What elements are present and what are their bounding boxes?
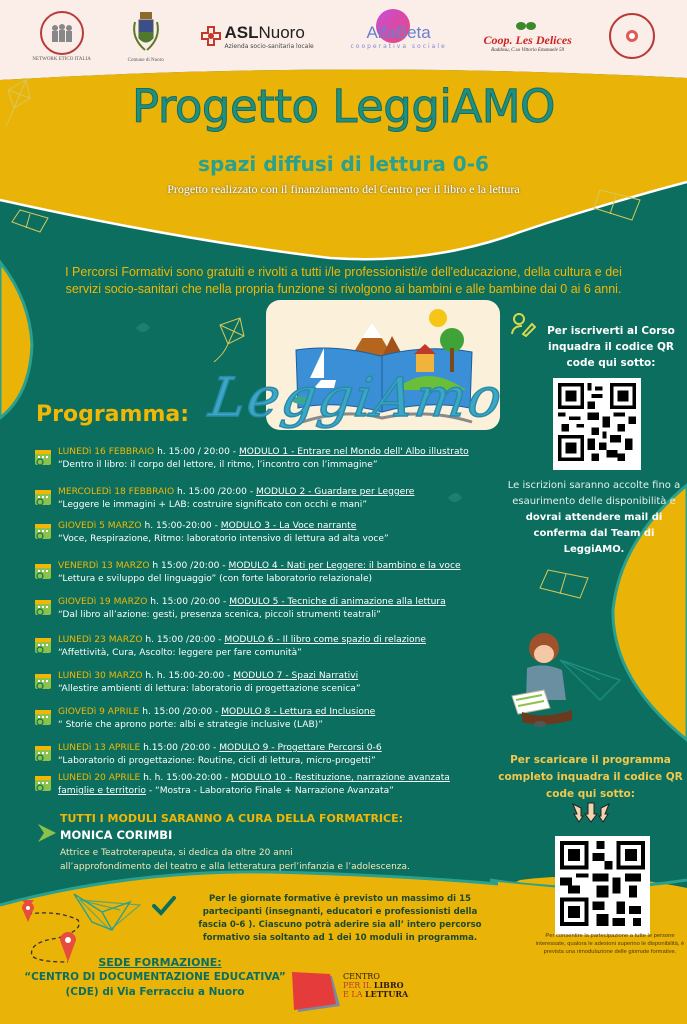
cepell-logo-text: CENTRO PER IL LIBRO E LA LETTURA — [343, 972, 409, 999]
calendar-icon — [34, 773, 52, 793]
program-download-qr-code[interactable] — [555, 836, 650, 935]
program-item-5: GIOVEDì 19 MARZO h. 15:00 /20:00 - MODULO 5 - Tecniche di animazione alla lettura “Dal libro all’azione: gesti, presenza scenica, piccoli strumenti teatrali” — [34, 596, 446, 621]
calendar-icon — [34, 707, 52, 727]
leaf-icon — [513, 19, 543, 33]
tutor-description: Attrice e Teatroterapeuta, si dedica da oltre 20 anni all’approfondimento del teatro e alla letteratura perl’infanzia e l’adolescenza. — [60, 848, 410, 872]
registration-instructions: Per iscriverti al Corso inquadra il codice QR code qui sotto: — [547, 325, 675, 369]
leggiamo-script-logo: LeggiAmo — [205, 366, 508, 429]
calendar-icon — [34, 635, 52, 655]
logo-comune-nuoro: Comune di Nuoro — [128, 10, 164, 63]
program-item-1: LUNEDì 16 FEBBRAIO h. 15:00 / 20:00 - MODULO 1 - Entrare nel Mondo dell' Albo illustrato “Dentro il libro: il corpo del lettore, il ritmo, l’incontro con l’immagine” — [34, 446, 469, 471]
calendar-icon — [34, 447, 52, 467]
topolino-emblem — [609, 13, 655, 59]
program-item-2: MERCOLEDì 18 FEBBRAIO h. 15:00 /20:00 - MODULO 2 - Guardare per Leggere “Leggere le immagini + LAB: costruire significato con occhi e mani” — [34, 486, 414, 511]
crest-icon — [129, 10, 163, 56]
calendar-icon — [34, 521, 52, 541]
intro-text: I Percorsi Formativi sono gratuiti e rivolti a tutti i/le professionisti/e dell'educazione, della cultura e dei servizi socio-sanitari che nella propria funzione si rivolgono ai bambini e alle bambine dai 0 ai 6 anni. — [65, 265, 622, 296]
program-item-3: GIOVEDì 5 MARZO h. 15:00-20:00 - MODULO 3 - La Voce narrante “Voce, Respirazione, Ritmo: laboratorio intensivo di lettura ad alta voce” — [34, 520, 389, 545]
download-instructions: Per scaricare il programma completo inquadra il codice QR code qui sotto: — [498, 754, 683, 800]
logo-topolino — [609, 13, 655, 59]
asl-cross-icon — [201, 26, 221, 46]
logo-asl-nuoro: ASLNuoro Azienda socio-sanitaria locale — [201, 23, 314, 50]
partner-logos — [0, 0, 687, 72]
registration-note: Le iscrizioni saranno accolte fino a esaurimento delle disponibilità e dovrai attendere mail di conferma dal Team di LeggiAMO. — [507, 480, 681, 555]
calendar-icon — [34, 743, 52, 763]
program-item-4: VENERDì 13 MARZO h 15:00 /20:00 - MODULO 4 - Nati per Leggere: il bambino e la voce “Lettura e sviluppo del linguaggio” (con forte laboratorio relazionale) — [34, 560, 461, 585]
module-link[interactable]: MODULO 10 - Restituzione, narrazione avanzata — [230, 773, 450, 783]
funding-note: Progetto realizzato con il finanziamento del Centro per il libro e la lettura — [167, 182, 520, 196]
module-link[interactable]: MODULO 6 - Il libro come spazio di relazione — [224, 635, 426, 645]
module-link[interactable]: MODULO 9 - Progettare Percorsi 0-6 — [219, 743, 382, 753]
calendar-icon — [34, 561, 52, 581]
consorzio-emblem — [40, 11, 84, 55]
logo-les-delices: Coop. Les Delices Baddosu, C.so Vittorio Emanuele 59 — [484, 19, 572, 53]
module-link[interactable]: MODULO 3 - La Voce narrante — [220, 521, 357, 531]
paper-boat-icon — [72, 892, 132, 932]
reading-child-illustration — [502, 628, 592, 728]
module-link[interactable]: MODULO 1 - Entrare nel Mondo dell' Albo illustrato — [238, 447, 469, 457]
module-link[interactable]: MODULO 2 - Guardare per Leggere — [256, 487, 415, 497]
participants-limit: Per le giornate formative è previsto un massimo di 15 partecipanti (insegnanti, educatori e professionisti della fascia 0-6 ). Ciascuno potrà aderire sia all’ intero percorso formativo sia soltanto ad 1 dei 10 moduli in programma. — [198, 894, 482, 943]
module-link[interactable]: MODULO 5 - Tecniche di animazione alla lettura — [229, 597, 446, 607]
calendar-icon — [34, 597, 52, 617]
capacity-footnote: Per consentire la partecipazione a tutte le persone interessate, qualora le adesioni superino le disponibilità, è prevista una rimodulazione delle giornate formative. — [535, 933, 685, 955]
cepell-logo-icon — [290, 972, 342, 1014]
checkmark-icon — [152, 896, 176, 916]
module-link[interactable]: MODULO 8 - Lettura ed Inclusione — [221, 707, 376, 717]
page-title: Progetto LeggiAMO — [132, 80, 555, 133]
calendar-icon — [34, 671, 52, 691]
sede-address: “CENTRO DI DOCUMENTAZIONE EDUCATIVA” (CDE) di Via Ferracciu a Nuoro — [24, 971, 286, 998]
program-item-7: LUNEDì 30 MARZO h. h. 15:00-20:00 - MODULO 7 - Spazi Narrativi “Allestire ambienti di lettura: laboratorio di progettazione scenica” — [34, 670, 361, 695]
module-link[interactable]: famiglie e territorio — [58, 785, 146, 796]
module-link[interactable]: MODULO 4 - Nati per Leggere: il bambino e la voce — [228, 561, 461, 571]
logo-consorzio: NETWORK ETICO ITALIA — [32, 11, 90, 62]
module-link[interactable]: MODULO 7 - Spazi Narrativi — [233, 671, 359, 681]
sede-heading: SEDE FORMAZIONE: — [98, 956, 222, 969]
tutor-section — [40, 812, 500, 874]
logo-alfabeta: AlfaBeta cooperativa sociale — [350, 23, 446, 50]
user-pen-icon — [510, 312, 536, 338]
tutor-name: MONICA CORIMBI — [60, 828, 173, 842]
arrows-down-icon — [571, 802, 611, 824]
page-subtitle: spazi diffusi di lettura 0-6 — [198, 152, 489, 176]
programma-heading: Programma: — [36, 402, 190, 427]
calendar-icon — [34, 487, 52, 507]
program-item-8: GIOVEDì 9 APRILE h. 15:00 /20:00 - MODULO 8 - Lettura ed Inclusione “ Storie che aprono porte: albi e strategie inclusive (LAB)” — [34, 706, 375, 731]
registration-qr-code[interactable] — [553, 378, 641, 470]
tutor-heading: TUTTI I MODULI SARANNO A CURA DELLA FORMATRICE: — [60, 812, 404, 825]
program-item-10: LUNEDì 20 APRILE h. h. 15:00-20:00 - MODULO 10 - Restituzione, narrazione avanzata famiglie e territorio - “Mostra - Laboratorio Finale + Narrazione Avanzata” — [34, 772, 450, 797]
program-item-6: LUNEDì 23 MARZO h. 15:00 /20:00 - MODULO 6 - Il libro come spazio di relazione “Affettività, Cura, Ascolto: leggere per fare comunità” — [34, 634, 426, 659]
program-item-9: LUNEDì 13 APRILE h.15:00 /20:00 - MODULO 9 - Progettare Percorsi 0-6 “Laboratorio di progettazione: Routine, cicli di lettura, micro-progetti” — [34, 742, 382, 767]
